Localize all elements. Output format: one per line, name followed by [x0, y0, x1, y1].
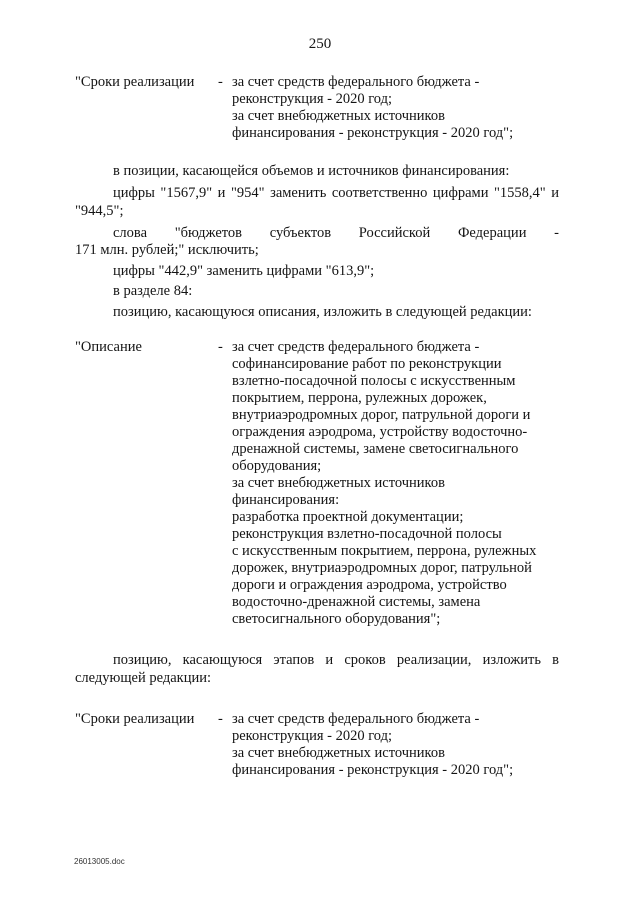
text-line: за счет средств федерального бюджета -: [232, 711, 480, 727]
block-text: [232, 339, 572, 628]
text-line: оборудования;: [232, 458, 322, 474]
paragraph-figures-line1: цифры "1567,9" и "954" заменить соответственно цифрами "1558,4" и: [113, 185, 559, 201]
text-line: с искусственным покрытием, перрона, рулежных: [232, 543, 537, 559]
paragraph-words-line2: 171 млн. рублей;" исключить;: [75, 242, 259, 258]
paragraph-figures-line2: "944,5";: [75, 203, 124, 219]
text-line: дренажной системы, замене светосигнального: [232, 441, 519, 457]
text-line: покрытием, перрона, рулежных дорожек,: [232, 390, 487, 406]
text-line: за счет средств федерального бюджета -: [232, 339, 480, 355]
block-text: [232, 711, 572, 779]
page-number: 250: [308, 36, 332, 52]
file-name-footer: 26013005.doc: [74, 857, 125, 866]
block-text: [232, 74, 572, 142]
text-line: реконструкция - 2020 год;: [232, 728, 393, 744]
text-line: разработка проектной документации;: [232, 509, 464, 525]
block-dash: -: [218, 74, 223, 90]
text-line: финансирования:: [232, 492, 340, 508]
text-line: дорожек, внутриаэродромных дорог, патрульной: [232, 560, 532, 576]
block-label: "Описание: [75, 339, 142, 355]
paragraph-stages-line1: позицию, касающуюся этапов и сроков реализации, изложить в: [113, 652, 559, 668]
text-line: за счет внебюджетных источников: [232, 745, 445, 761]
paragraph-description-intro: позицию, касающуюся описания, изложить в следующей редакции:: [113, 304, 532, 320]
paragraph-volumes: в позиции, касающейся объемов и источников финансирования:: [113, 163, 510, 179]
text-line: водосточно-дренажной системы, замена: [232, 594, 481, 610]
text-line: софинансирование работ по реконструкции: [232, 356, 502, 372]
text-line: реконструкция взлетно-посадочной полосы: [232, 526, 502, 542]
text-line: реконструкция - 2020 год;: [232, 91, 393, 107]
block-dash: -: [218, 339, 223, 355]
text-line: светосигнального оборудования";: [232, 611, 441, 627]
text-line: внутриаэродромных дорог, патрульной дороги и: [232, 407, 531, 423]
paragraph-words-line1: слова "бюджетов субъектов Российской Федерации -: [113, 225, 559, 241]
paragraph-stages-line2: следующей редакции:: [75, 670, 212, 686]
block-label: "Сроки реализации: [75, 711, 195, 727]
text-line: дороги и ограждения аэродрома, устройство: [232, 577, 507, 593]
text-line: взлетно-посадочной полосы с искусственным: [232, 373, 516, 389]
text-line: финансирования - реконструкция - 2020 год";: [232, 762, 514, 778]
block-label: "Сроки реализации: [75, 74, 195, 90]
text-line: ограждения аэродрома, устройству водосточно-: [232, 424, 528, 440]
text-line: за счет внебюджетных источников: [232, 108, 445, 124]
text-line: финансирования - реконструкция - 2020 год";: [232, 125, 514, 141]
text-line: за счет средств федерального бюджета -: [232, 74, 480, 90]
paragraph-figures-2: цифры "442,9" заменить цифрами "613,9";: [113, 263, 375, 279]
paragraph-section: в разделе 84:: [113, 283, 193, 299]
block-dash: -: [218, 711, 223, 727]
text-line: за счет внебюджетных источников: [232, 475, 445, 491]
